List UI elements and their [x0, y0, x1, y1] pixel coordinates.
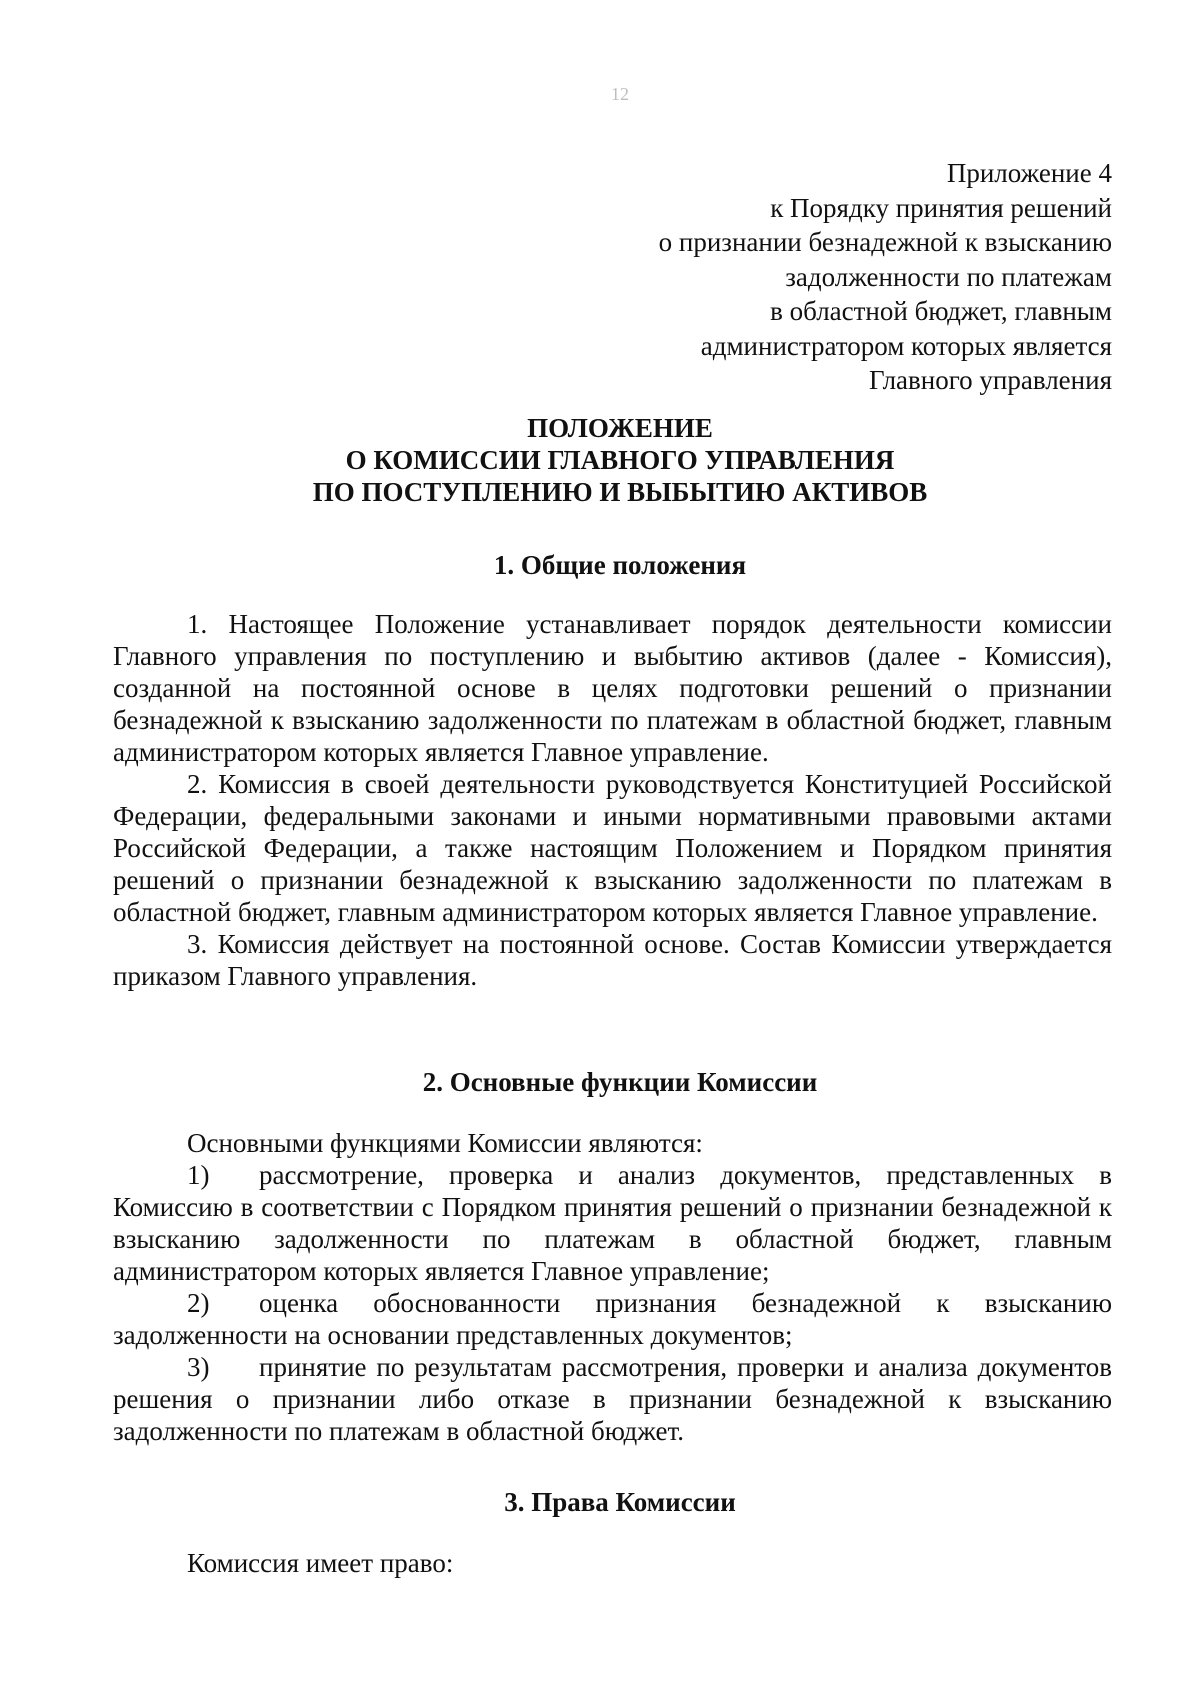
item-number: 3): [187, 1352, 210, 1382]
section-2-intro: Основными функциями Комиссии являются:: [187, 1128, 703, 1158]
item-text: оценка обоснованности признания безнадежной к взысканию задолженности на основании представленных документов;: [113, 1288, 1112, 1350]
appendix-line: к Порядку принятия решений: [770, 192, 1112, 223]
section-3-heading: 3. Права Комиссии: [504, 1487, 736, 1517]
section-2-body: [113, 1127, 1112, 1447]
paragraph-1: 1. Настоящее Положение устанавливает порядок деятельности комиссии Главного управления по поступлению и выбытию активов (далее - Комиссия), созданной на постоянной основе в целях подготовки решений о признании безнадежной к взысканию задолженности по платежам в областной бюджет, главным администратором которых является Главное управление.: [113, 609, 1112, 767]
title-line: ПОЛОЖЕНИЕ: [527, 413, 713, 443]
function-item-3: [113, 1351, 1112, 1447]
item-number: 2): [187, 1288, 210, 1318]
paragraph-3: 3. Комиссия действует на постоянной основе. Состав Комиссии утверждается приказом Главного управления.: [113, 929, 1112, 991]
appendix-line: задолженности по платежам: [785, 261, 1112, 292]
appendix-line: Главного управления: [869, 365, 1112, 395]
paragraph-2: 2. Комиссия в своей деятельности руководствуется Конституцией Российской Федерации, федеральными законами и иными нормативными правовыми актами Российской Федерации, а также настоящим Положением и Порядком принятия решений о признании безнадежной к взысканию задолженности по платежам в областной бюджет, главным администратором которых является Главное управление.: [113, 769, 1112, 927]
title-line: О КОМИССИИ ГЛАВНОГО УПРАВЛЕНИЯ: [345, 445, 895, 475]
appendix-line: в областной бюджет, главным: [770, 296, 1112, 326]
page-number: 12: [611, 84, 629, 104]
item-text: рассмотрение, проверка и анализ документов, представленных в Комиссию в соответствии с Порядком принятия решений о признании безнадежной к взысканию задолженности по платежам в областной бюджет, главным администратором которых является Главное управление;: [113, 1160, 1112, 1286]
function-item-1: [113, 1159, 1112, 1287]
document-title: [0, 412, 1200, 508]
section-3-body: [113, 1547, 1112, 1579]
item-number: 1): [187, 1160, 210, 1190]
appendix-line: о признании безнадежной к взысканию: [658, 227, 1112, 257]
section-1-heading: 1. Общие положения: [493, 550, 747, 580]
appendix-line: администратором которых является: [700, 330, 1112, 361]
item-text: принятие по результатам рассмотрения, проверки и анализа документов решения о признании либо отказе в признании безнадежной к взысканию задолженности по платежам в областной бюджет.: [113, 1352, 1112, 1446]
section-2-heading: 2. Основные функции Комиссии: [422, 1067, 818, 1097]
title-line: ПО ПОСТУПЛЕНИЮ И ВЫБЫТИЮ АКТИВОВ: [312, 477, 928, 507]
function-item-2: [113, 1287, 1112, 1351]
appendix-note: [552, 156, 1112, 398]
section-1-body: [113, 608, 1112, 992]
appendix-line: Приложение 4: [946, 158, 1112, 188]
section-3-intro: Комиссия имеет право:: [187, 1548, 454, 1578]
